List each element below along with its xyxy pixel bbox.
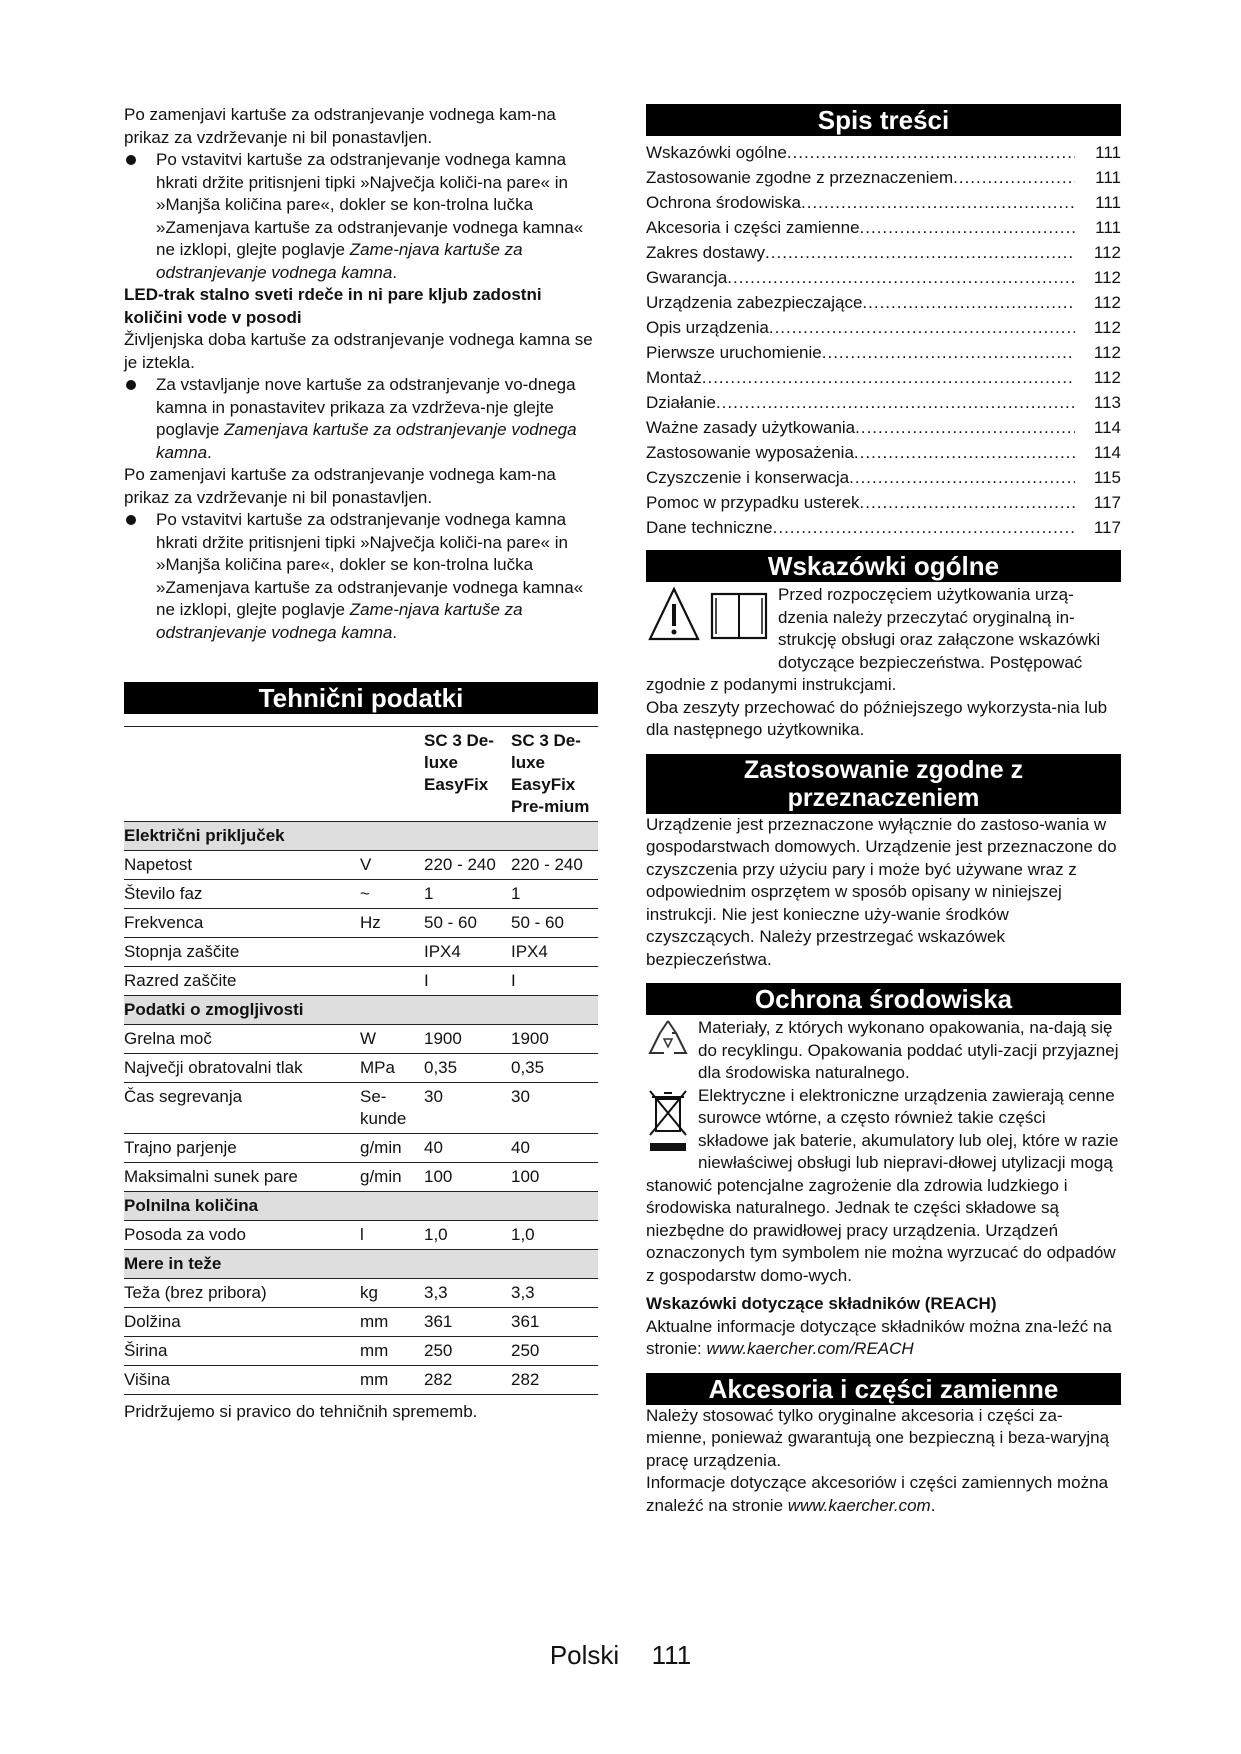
bullet-item [124, 374, 598, 464]
toc-entry-label: Ochrona środowiska [646, 193, 801, 212]
toc-leader-dots [716, 390, 1075, 415]
table-row: Največji obratovalni tlak MPa 0,35 0,35 [124, 1054, 598, 1083]
toc-entry[interactable] [646, 290, 1121, 315]
column-header: SC 3 De-luxe EasyFix Pre-mium [511, 727, 598, 822]
toc-entry-page: 112 [1093, 368, 1121, 387]
bullet-text: Po vstavitvi kartuše za odstranjevanje vodnega kamna hkrati držite pritisnjeni tipki »Največja količi-na pare« in »Manjša količina pare«, dokler se kon-trolna lučka »Zamenjava kartuše za odstranjevanje vodnega kamna« ne izklopi, glejte poglavje [156, 150, 584, 259]
footer-page-number: 111 [651, 1640, 692, 1670]
paragraph: Informacje dotyczące akcesoriów i części zamiennych można znaleźć na stronie www.kaercher.com. [646, 1473, 1109, 1515]
toc-entry-page: 112 [1093, 293, 1121, 312]
footer-language: Polski [549, 1640, 620, 1670]
toc-entry-page: 112 [1093, 268, 1121, 287]
paragraph: Aktualne informacje dotyczące składników można zna-leźć na stronie: www.kaercher.com/REACH [646, 1316, 1112, 1358]
toc-entry-label: Działanie [646, 393, 716, 412]
reach-link[interactable]: www.kaercher.com/REACH [706, 1339, 914, 1358]
left-column [124, 104, 598, 1424]
toc-entry-page: 111 [1095, 218, 1121, 237]
toc-entry[interactable] [646, 415, 1121, 440]
toc-leader-dots [787, 140, 1075, 165]
toc-entry-label: Gwarancja [646, 268, 728, 287]
subheading: Wskazówki dotyczące składników (REACH) [646, 1294, 997, 1313]
bullet-icon [126, 155, 136, 165]
section-heading-general: Wskazówki ogólne [646, 550, 1121, 582]
table-row: Posoda za vodo l 1,0 1,0 [124, 1221, 598, 1250]
paragraph: Po zamenjavi kartuše za odstranjevanje vodnega kam-na prikaz za vzdrževanje ni bil ponastavljen. [124, 465, 556, 507]
table-section-row: Električni priključek [124, 822, 598, 851]
environment-block [646, 1017, 1121, 1287]
right-column [646, 104, 1121, 1517]
tech-data-table [124, 726, 598, 1395]
paragraph: Elektryczne i elektroniczne urządzenia zawierają cenne surowce wtórne, a często również takie części składowe jak baterie, akumulatory lub olej, które w razie niewłaściwej obsługi lub niepravi-dłowej utylizacji mogą stanowić potencjalne zagrożenie dla zdrowia ludzkiego i środowiska naturalnego. Jednak te części składowe są niezbędne do prawidłowej pracy urządzenia. Urządzeń oznaczonych tym symbolem nie można wyrzucać do odpadów z gospodarstw domo-wych. [646, 1085, 1119, 1285]
toc-leader-dots [769, 315, 1075, 340]
paragraph: Materiały, z których wykonano opakowania, na-dają się do recyklingu. Opakowania poddać utyli-zacji przyjaznej dla środowiska naturalnego. [698, 1018, 1119, 1082]
toc-entry-label: Ważne zasady użytkowania [646, 418, 856, 437]
period: . [392, 262, 398, 282]
column-header: SC 3 De-luxe EasyFix [424, 727, 511, 822]
period: . [392, 622, 398, 642]
table-row: Razred zaščite I I [124, 967, 598, 996]
toc-entry-page: 112 [1093, 318, 1121, 337]
crossed-bin-icon [646, 1085, 698, 1159]
toc-entry[interactable] [646, 165, 1121, 190]
toc-entry[interactable] [646, 440, 1121, 465]
accessories-link[interactable]: www.kaercher.com [787, 1495, 931, 1515]
toc-entry[interactable] [646, 215, 1121, 240]
warning-triangle-icon [646, 584, 778, 646]
toc-entry[interactable] [646, 365, 1121, 390]
subheading: LED-trak stalno sveti rdeče in ni pare kljub zadostni količini vode v posodi [124, 285, 542, 327]
toc-entry[interactable] [646, 465, 1121, 490]
table-section-row: Polnilna količina [124, 1192, 598, 1221]
toc-entry[interactable] [646, 515, 1121, 540]
table-section-row: Mere in teže [124, 1250, 598, 1279]
footnote: Pridržujemo si pravico do tehničnih sprememb. [124, 1402, 478, 1421]
table-row: Širina mm 250 250 [124, 1337, 598, 1366]
toc-leader-dots [702, 365, 1075, 390]
bullet-emphasis: Zame-njava kartuše za odstranjevanje vodnega kamna [156, 600, 523, 642]
bullet-item [124, 149, 598, 284]
toc-entry[interactable] [646, 265, 1121, 290]
section-heading-toc: Spis treści [646, 104, 1121, 136]
bullet-text: Za vstavljanje nove kartuše za odstranjevanje vo-dnega kamna in ponastavitev prikaza za vzdrževa-nje glejte poglavje [156, 375, 576, 439]
section-heading-accessories: Akcesoria i części zamienne [646, 1373, 1121, 1405]
paragraph: Oba zeszyty przechować do późniejszego wykorzysta-nia lub dla następnego użytkownika. [646, 697, 1108, 739]
toc-entry-page: 112 [1093, 343, 1121, 362]
toc-entry-page: 115 [1093, 468, 1121, 487]
toc-entry[interactable] [646, 340, 1121, 365]
table-row: Čas segrevanja Se-kunde 30 30 [124, 1083, 598, 1134]
table-row: Število faz ~ 1 1 [124, 880, 598, 909]
bullet-emphasis: Zamenjava kartuše za odstranjevanje vodnega kamna [156, 420, 577, 462]
bullet-icon [126, 515, 136, 525]
toc-leader-dots [822, 340, 1075, 365]
bullet-text: Po vstavitvi kartuše za odstranjevanje vodnega kamna hkrati držite pritisnjeni tipki »Največja količi-na pare« in »Manjša količina pare«, dokler se kon-trolna lučka »Zamenjava kartuše za odstranjevanje vodnega kamna« ne izklopi, glejte poglavje [156, 510, 584, 619]
toc-leader-dots [727, 265, 1075, 290]
toc-leader-dots [860, 215, 1075, 240]
toc-entry-label: Czyszczenie i konserwacja [646, 468, 850, 487]
table-row: Grelna moč W 1900 1900 [124, 1025, 598, 1054]
toc-entry-page: 112 [1093, 243, 1121, 262]
table-row: Maksimalni sunek pare g/min 100 100 [124, 1163, 598, 1192]
toc-entry-label: Zakres dostawy [646, 243, 766, 262]
toc-leader-dots [854, 440, 1075, 465]
toc-leader-dots [855, 415, 1075, 440]
table-of-contents [646, 140, 1121, 540]
toc-leader-dots [953, 165, 1075, 190]
table-header-row [124, 727, 598, 822]
toc-leader-dots [862, 290, 1075, 315]
toc-leader-dots [801, 190, 1075, 215]
page-footer [0, 1640, 1241, 1671]
heading-line: Zastosowanie zgodne z [743, 755, 1024, 784]
toc-leader-dots [773, 515, 1075, 540]
toc-entry-label: Opis urządzenia [646, 318, 769, 337]
section-heading-environment: Ochrona środowiska [646, 983, 1121, 1015]
toc-entry-page: 111 [1095, 143, 1121, 162]
toc-leader-dots [860, 490, 1075, 515]
heading-line: przeznaczeniem [787, 783, 980, 812]
toc-entry-label: Pomoc w przypadku usterek [646, 493, 860, 512]
warning-manual-icons [646, 584, 778, 652]
table-row: Teža (brez pribora) kg 3,3 3,3 [124, 1279, 598, 1308]
toc-entry[interactable] [646, 390, 1121, 415]
bullet-item [124, 509, 598, 644]
table-row: Dolžina mm 361 361 [124, 1308, 598, 1337]
toc-entry-page: 117 [1093, 518, 1121, 537]
toc-leader-dots [849, 465, 1075, 490]
bullet-icon [126, 380, 136, 390]
toc-leader-dots [765, 240, 1075, 265]
manual-book-icon [712, 594, 766, 638]
toc-entry-label: Akcesoria i części zamienne [646, 218, 860, 237]
section-heading-tech: Tehnični podatki [124, 682, 598, 714]
table-row: Trajno parjenje g/min 40 40 [124, 1134, 598, 1163]
table-row: Stopnja zaščite IPX4 IPX4 [124, 938, 598, 967]
toc-entry[interactable] [646, 140, 1121, 165]
toc-entry[interactable] [646, 240, 1121, 265]
toc-entry[interactable] [646, 315, 1121, 340]
table-row: Napetost V 220 - 240 220 - 240 [124, 851, 598, 880]
toc-entry-label: Wskazówki ogólne [646, 143, 787, 162]
general-notes-block [646, 584, 1121, 742]
table-row: Višina mm 282 282 [124, 1366, 598, 1395]
bullet-emphasis: Zame-njava kartuše za odstranjevanje vodnega kamna [156, 240, 523, 282]
toc-entry-label: Dane techniczne [646, 518, 773, 537]
paragraph: Po zamenjavi kartuše za odstranjevanje vodnega kam-na prikaz za vzdrževanje ni bil ponastavljen. [124, 105, 556, 147]
toc-entry-page: 114 [1093, 443, 1121, 462]
toc-entry-page: 111 [1095, 168, 1121, 187]
table-row: Frekvenca Hz 50 - 60 50 - 60 [124, 909, 598, 938]
paragraph: Należy stosować tylko oryginalne akcesoria i części za-mienne, ponieważ gwarantują one bezpieczną i beza-waryjną pracę urządzenia. [646, 1405, 1110, 1470]
toc-entry[interactable] [646, 490, 1121, 515]
toc-entry-page: 117 [1093, 493, 1121, 512]
toc-entry-label: Pierwsze uruchomienie [646, 343, 822, 362]
toc-entry-page: 114 [1093, 418, 1121, 437]
period: . [207, 442, 212, 462]
toc-entry-label: Zastosowanie wyposażenia [646, 443, 854, 462]
toc-entry-label: Urządzenia zabezpieczające [646, 293, 863, 312]
toc-entry-label: Montaż [646, 368, 702, 387]
section-heading-intended-use [646, 754, 1121, 814]
toc-entry-page: 111 [1095, 193, 1121, 212]
paragraph: Urządzenie jest przeznaczone wyłącznie do zastoso-wania w gospodarstwach domowych. Urządzenie jest przeznaczone do czyszczenia przy użyciu pary i może być używane wraz z odpowiednim osprzętem w sposób opisany w niniejszej instrukcji. Nie jest konieczne uży-wanie środków czyszczących. Należy przestrzegać wskazówek bezpieczeństwa. [646, 814, 1117, 969]
toc-entry-page: 113 [1093, 393, 1121, 412]
recycling-icon [646, 1017, 698, 1063]
toc-entry[interactable] [646, 190, 1121, 215]
paragraph: Življenjska doba kartuše za odstranjevanje vodnega kamna se je iztekla. [124, 330, 593, 372]
toc-entry-label: Zastosowanie zgodne z przeznaczeniem [646, 168, 954, 187]
table-section-row: Podatki o zmogljivosti [124, 996, 598, 1025]
paragraph: Przed rozpoczęciem użytkowania urzą-dzenia należy przeczytać oryginalną in-strukcję obsługi oraz załączone wskazówki dotyczące bezpieczeństwa. Postępować zgodnie z podanymi instrukcjami. [646, 585, 1101, 694]
